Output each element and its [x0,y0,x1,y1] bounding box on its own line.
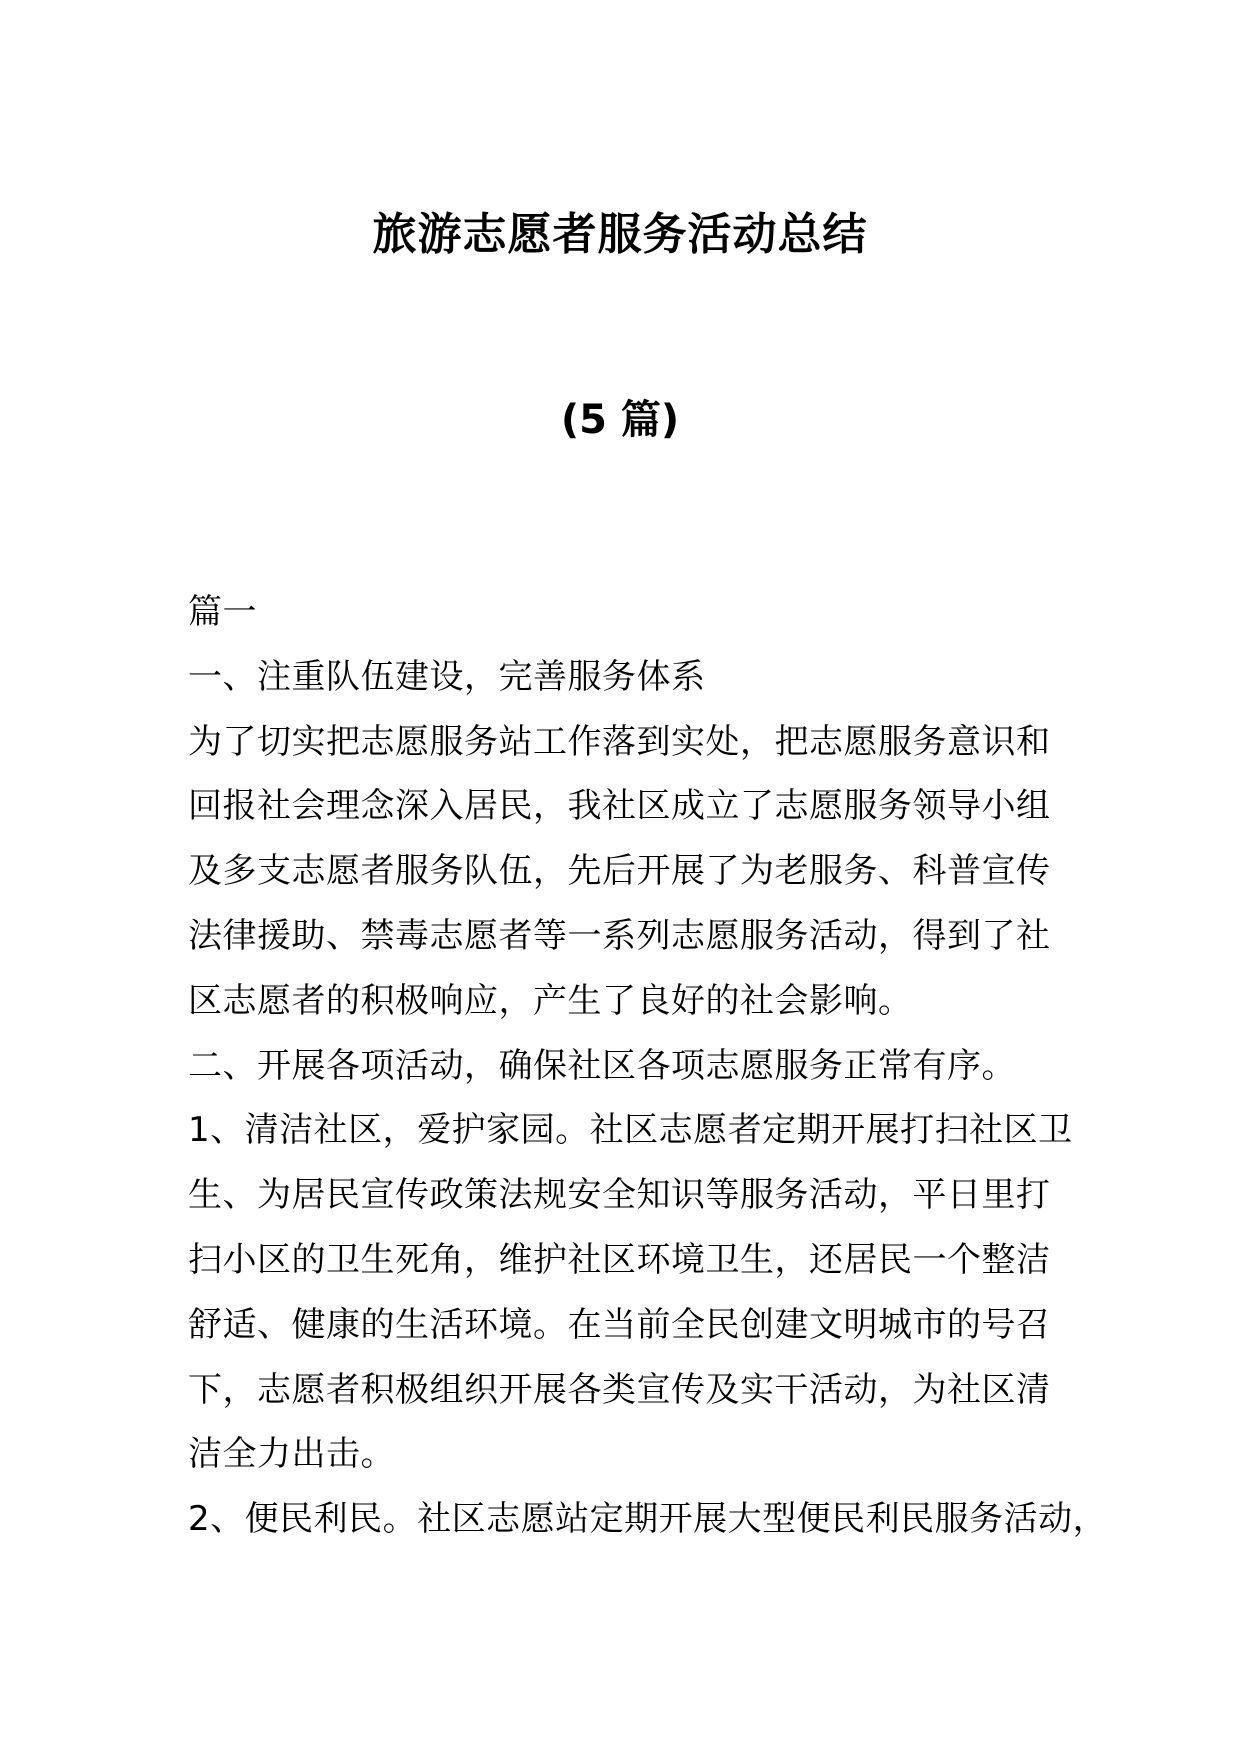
document-subtitle: (5 篇) [560,397,680,443]
paragraph-line: 回报社会理念深入居民，我社区成立了志愿服务领导小组 [188,786,1051,827]
paragraph-line: 为了切实把志愿服务站工作落到实处，把志愿服务意识和 [188,721,1051,762]
paragraph-line: 舒适、健康的生活环境。在当前全民创建文明城市的号召 [188,1304,1051,1345]
paragraph-line: 2、便民利民。社区志愿站定期开展大型便民利民服务活动， [188,1499,1108,1540]
document-body [188,580,1108,1552]
document-title: 旅游志愿者服务活动总结 [372,209,868,260]
paragraph-line: 洁全力出击。 [188,1434,395,1475]
paragraph-line: 及多支志愿者服务队伍，先后开展了为老服务、科普宣传 [188,851,1051,892]
paragraph-line: 法律援助、禁毒志愿者等一系列志愿服务活动，得到了社 [188,915,1051,956]
paragraph-line: 扫小区的卫生死角，维护社区环境卫生，还居民一个整洁 [188,1239,1051,1280]
section-heading: 二、开展各项活动，确保社区各项志愿服务正常有序。 [188,1045,1016,1086]
paragraph-line: 下，志愿者积极组织开展各类宣传及实干活动，为社区清 [188,1369,1051,1410]
paragraph-line: 区志愿者的积极响应，产生了良好的社会影响。 [188,980,913,1021]
section-heading: 一、注重队伍建设，完善服务体系 [188,656,706,697]
paragraph-line: 1、清洁社区，爱护家园。社区志愿者定期开展打扫社区卫 [188,1110,1073,1151]
section-label: 篇一 [188,592,257,632]
paragraph-line: 生、为居民宣传政策法规安全知识等服务活动，平日里打 [188,1175,1051,1216]
